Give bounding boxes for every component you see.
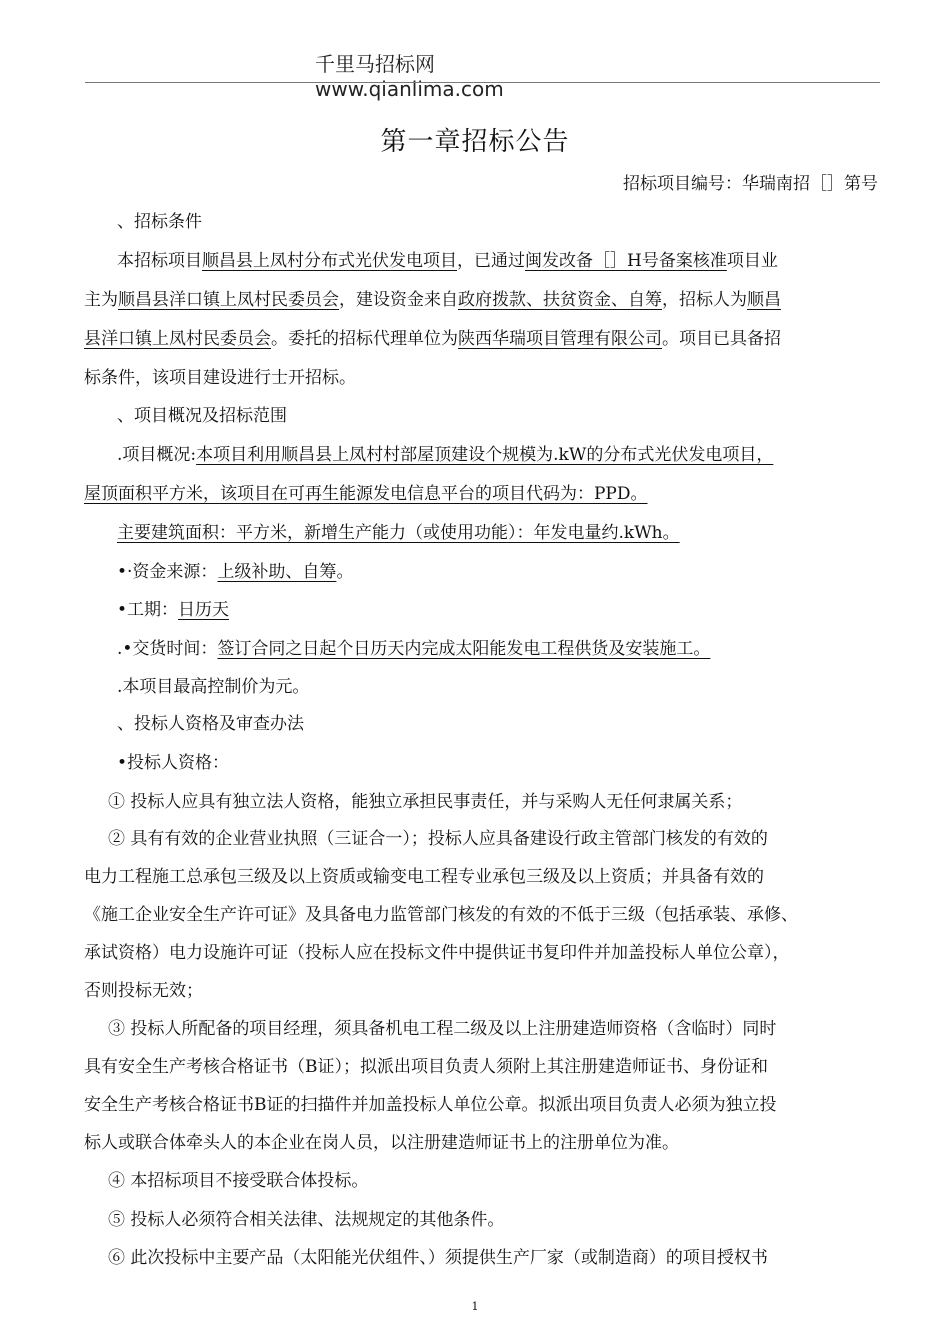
tenderer-name-cont: 县洋口镇上凤村民委员会	[84, 329, 271, 349]
qualification-item-1: ① 投标人应具有独立法人资格，能独立承担民事责任，并与采购人无任何隶属关系；	[108, 792, 743, 812]
site-url: www.qianlima.com	[315, 77, 504, 101]
header-divider	[85, 82, 880, 83]
paragraph-line: 承试资格）电力设施许可证（投标人应在投标文件中提供证书复印件并加盖投标人单位公章），	[84, 943, 790, 963]
max-price-line: .本项目最高控制价为元。	[117, 677, 310, 697]
building-area: 主要建筑面积：平方米，新增生产能力（或使用功能）：年发电量约.kWh。	[117, 523, 680, 543]
page-number: 1	[471, 1300, 479, 1313]
section-heading-overview: 、项目概况及招标范围	[117, 406, 287, 426]
project-name: 顺昌县上凤村分布式光伏发电项目	[202, 251, 457, 271]
paragraph-line: 《施工企业安全生产许可证》及具备电力监管部门核发的有效的不低于三级（包括承装、承修、	[84, 905, 798, 925]
delivery-line: .•交货时间：签订合同之日起个日历天内完成太阳能发电工程供货及安装施工。	[117, 639, 711, 659]
section-heading-qualification: 、投标人资格及审查办法	[117, 714, 304, 734]
duration-value: 日历天	[178, 600, 230, 620]
subheading-qualification: •投标人资格：	[117, 753, 230, 773]
paragraph-line: 主为顺昌县洋口镇上凤村民委员会，建设资金来自政府拨款、扶贫资金、自筹，招标人为顺昌	[84, 290, 781, 310]
project-owner: 顺昌县洋口镇上凤村民委员会	[118, 290, 339, 310]
paragraph-line: 否则投标无效；	[84, 981, 203, 1001]
paragraph-line: 县洋口镇上凤村民委员会。委托的招标代理单位为陕西华瑞项目管理有限公司。项目已具备招	[84, 329, 781, 349]
site-watermark	[315, 52, 504, 102]
paragraph-line: 安全生产考核合格证书B证的扫描件并加盖投标人单位公章。拟派出项目负责人必须为独立投	[84, 1095, 777, 1115]
qualification-item-4: ④ 本招标项目不接受联合体投标。	[108, 1171, 369, 1191]
funding-line: •·资金来源：上级补助、自筹。	[117, 562, 354, 582]
delivery-value: 签订合同之日起个日历天内完成太阳能发电工程供货及安装施工。	[217, 639, 711, 659]
qualification-item-2: ② 具有有效的企业营业执照（三证合一）；投标人应具备建设行政主管部门核发的有效的	[108, 829, 768, 849]
project-overview-cont: 屋顶面积平方米，该项目在可再生能源发电信息平台的项目代码为：PPD。	[84, 484, 648, 504]
project-number: 招标项目编号：华瑞南招［］第号	[623, 174, 878, 194]
chapter-title: 第一章招标公告	[380, 127, 570, 157]
qualification-item-5: ⑤ 投标人必须符合相关法律、法规规定的其他条件。	[108, 1210, 505, 1230]
site-name: 千里马招标网	[315, 52, 435, 76]
paragraph-line: 标人或联合体牵头人的本企业在岗人员，以注册建造师证书上的注册单位为准。	[84, 1133, 679, 1153]
paragraph-line: 本招标项目顺昌县上凤村分布式光伏发电项目，已通过闽发改备［］H号备案核准项目业	[117, 251, 778, 271]
duration-line: •工期：日历天	[117, 600, 230, 620]
funding-source: 政府拨款、扶贫资金、自筹	[458, 290, 662, 310]
paragraph-line: 具有安全生产考核合格证书（B证）；拟派出项目负责人须附上其注册建造师证书、身份证和	[84, 1057, 768, 1077]
paragraph-line: 电力工程施工总承包三级及以上资质或输变电工程专业承包三级及以上资质；并具备有效的	[84, 867, 764, 887]
approval-number: 闽发改备［］H号备案核准	[525, 251, 727, 271]
tenderer-name: 顺昌	[747, 290, 781, 310]
paragraph-line: .项目概况:本项目利用顺昌县上凤村村部屋顶建设个规模为.kW的分布式光伏发电项目，	[117, 445, 774, 465]
qualification-item-6: ⑥ 此次投标中主要产品（太阳能光伏组件、）须提供生产厂家（或制造商）的项目授权书	[108, 1248, 768, 1268]
section-heading-conditions: 、招标条件	[117, 212, 202, 232]
qualification-item-3: ③ 投标人所配备的项目经理，须具备机电工程二级及以上注册建造师资格（含临时）同时	[108, 1019, 777, 1039]
paragraph-line: 标条件，该项目建设进行士开招标。	[84, 368, 356, 388]
agency-name: 陕西华瑞项目管理有限公司	[458, 329, 662, 349]
project-overview: 本项目利用顺昌县上凤村村部屋顶建设个规模为.kW的分布式光伏发电项目，	[196, 445, 774, 465]
funding-value: 上级补助、自筹	[217, 562, 337, 582]
